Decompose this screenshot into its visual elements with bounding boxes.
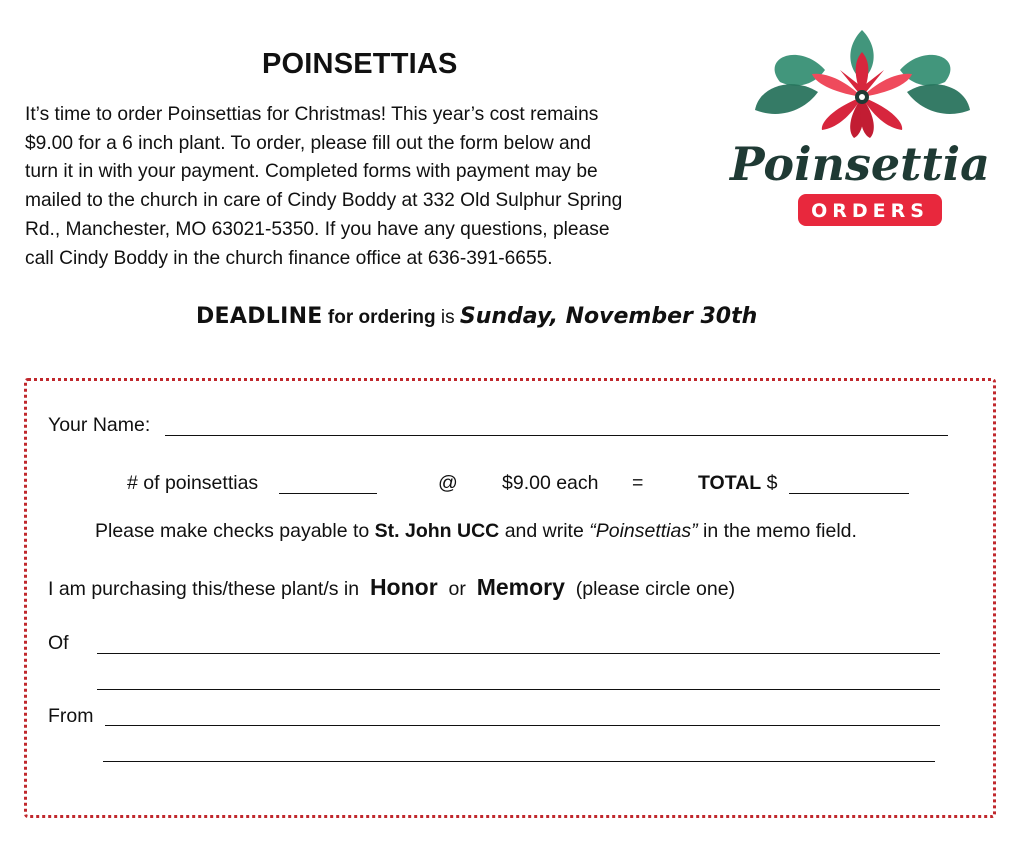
total-prefix: $: [766, 472, 778, 494]
checks-mid: and write: [504, 520, 584, 542]
of-label: Of: [48, 632, 69, 654]
total-label: TOTAL: [698, 472, 762, 494]
or-word: or: [448, 578, 466, 600]
checks-payee: St. John UCC: [374, 520, 500, 542]
qty-field[interactable]: [279, 493, 377, 494]
name-label: Your Name:: [48, 414, 151, 436]
page-title: POINSETTIAS: [262, 48, 458, 80]
poinsettia-orders-logo: [720, 22, 1000, 232]
of-field-line-2[interactable]: [97, 689, 940, 690]
from-label: From: [48, 705, 94, 727]
from-field-line-2[interactable]: [103, 761, 935, 762]
checks-instruction: [95, 520, 857, 543]
intro-line: mailed to the church in care of Cindy Boddy at 332 Old Sulphur Spring: [25, 190, 623, 212]
logo-banner-text: ORDERS: [811, 200, 929, 222]
equals-sign: =: [632, 472, 644, 494]
total-label-group: [698, 472, 777, 495]
flower-icon: [812, 52, 912, 138]
purchase-pre: I am purchasing this/these plant/s in: [48, 578, 360, 600]
deadline-date: Sunday, November 30th: [459, 304, 758, 329]
intro-paragraph: [25, 101, 725, 273]
checks-pre: Please make checks payable to: [95, 520, 370, 542]
intro-line: turn it in with your payment. Completed forms with payment may be: [25, 161, 598, 183]
at-symbol: @: [438, 472, 458, 494]
total-field[interactable]: [789, 493, 909, 494]
intro-line: call Cindy Boddy in the church finance office at 636-391-6655.: [25, 247, 553, 269]
intro-line: It’s time to order Poinsettias for Christmas! This year’s cost remains: [25, 104, 599, 125]
deadline-for-ordering: for ordering: [327, 307, 436, 328]
intro-line: $9.00 for a 6 inch plant. To order, please fill out the form below and: [25, 132, 592, 154]
deadline-label: DEADLINE: [196, 304, 323, 329]
circle-note: (please circle one): [575, 578, 736, 600]
logo-word: Poinsettia: [730, 137, 990, 191]
checks-memo: “Poinsettias”: [589, 520, 698, 542]
deadline-notice: [196, 304, 757, 329]
memory-option[interactable]: Memory: [476, 574, 565, 600]
honor-option[interactable]: Honor: [369, 574, 438, 600]
name-field[interactable]: [165, 435, 948, 436]
from-field-line-1[interactable]: [105, 725, 940, 726]
intro-line: Rd., Manchester, MO 63021-5350. If you have any questions, please: [25, 218, 610, 240]
purchase-line: [48, 574, 735, 601]
price-each: $9.00 each: [502, 472, 599, 494]
of-field-line-1[interactable]: [97, 653, 940, 654]
deadline-is: is: [440, 307, 455, 328]
qty-label: # of poinsettias: [127, 472, 259, 494]
checks-post: in the memo field.: [703, 520, 857, 542]
